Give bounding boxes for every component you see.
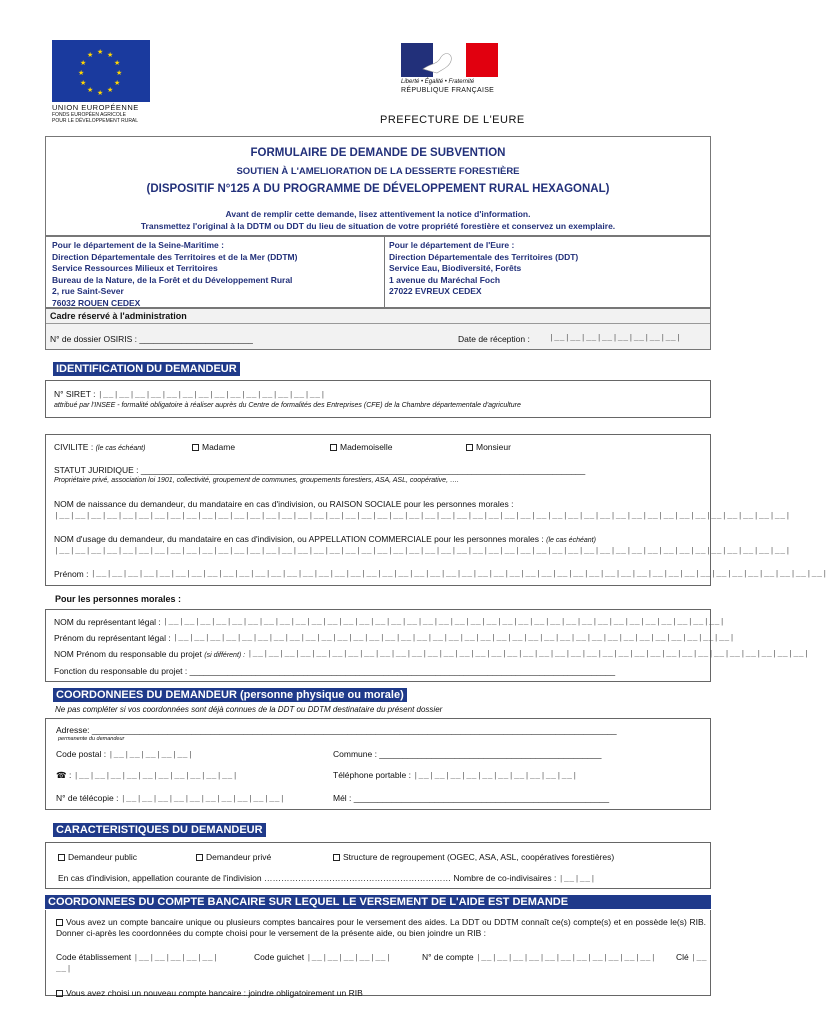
fonction-field[interactable]: Fonction du responsable du projet : __________________________________________________________________________________________ bbox=[54, 666, 616, 676]
guichet-label: Code guichet bbox=[254, 952, 305, 962]
address-ddtm-line: Bureau de la Nature, de la Forêt et du Développement Rural bbox=[52, 274, 293, 285]
identification-heading: IDENTIFICATION DU DEMANDEUR bbox=[53, 362, 240, 376]
eu-stars-icon bbox=[52, 40, 150, 102]
statut-field[interactable]: STATUT JURIDIQUE : ______________________________________________________________________________________________ bbox=[54, 465, 586, 475]
address-ddtm-line: 2, rue Saint-Sever bbox=[52, 286, 124, 296]
address-ddt-line: Service Eau, Biodiversité, Forêts bbox=[389, 263, 522, 273]
caracteristiques-heading: CARACTERISTIQUES DU DEMANDEUR bbox=[53, 823, 266, 837]
rib-option-checkbox[interactable] bbox=[56, 917, 706, 939]
form-title: FORMULAIRE DE DEMANDE DE SUBVENTION bbox=[250, 147, 506, 159]
eu-label: UNION EUROPÉENNE bbox=[52, 103, 139, 112]
svg-text:★: ★ bbox=[80, 59, 87, 67]
etab-label: Code établissement bbox=[56, 952, 132, 962]
portable-field[interactable]: |__|__|__|__|__|__|__|__|__|__| bbox=[413, 772, 578, 781]
fax-field[interactable]: |__|__|__|__|__|__|__|__|__|__| bbox=[120, 795, 286, 804]
new-rib-label: Vous avez choisi un nouveau compte bancaire : joindre obligatoirement un RIB bbox=[66, 988, 363, 998]
civilite-box bbox=[45, 434, 828, 586]
prive-checkbox[interactable] bbox=[196, 852, 271, 862]
nom-resp-field[interactable]: |__|__|__|__|__|__|__|__|__|__|__|__|__|__|__|__|__|__|__|__|__|__|__|__|__|__|__|__|__|__|__|__|__|__|__| bbox=[247, 650, 810, 659]
nom-usage-field[interactable]: |__|__|__|__|__|__|__|__|__|__|__|__|__|__|__|__|__|__|__|__|__|__|__|__|__|__|__|__|__|__|__|__|__|__|__|__|__|__|__|__|__|__|__|__|__|__| bbox=[54, 547, 791, 556]
prenom-field[interactable]: |__|__|__|__|__|__|__|__|__|__|__|__|__|__|__|__|__|__|__|__|__|__|__|__|__|__|__|__|__|__|__|__|__|__|__|__|__|__|__|__|__|__|__|__|__|__| bbox=[90, 570, 828, 579]
cle-field[interactable]: |__ bbox=[691, 954, 708, 963]
siret-label: N° SIRET : bbox=[54, 389, 96, 399]
prive-label: Demandeur privé bbox=[206, 852, 272, 862]
address-ddtm-line: Direction Départementale des Territoires et de la Mer (DDTM) bbox=[52, 251, 298, 262]
form-dispositif: (DISPOSITIF N°125 A DU PROGRAMME DE DÉVELOPPEMENT RURAL HEXAGONAL) bbox=[146, 183, 610, 195]
bancaire-heading: COORDONNEES DU COMPTE BANCAIRE SUR LEQUEL LE VERSEMENT DE L'AIDE EST DEMANDE bbox=[45, 895, 711, 909]
address-ddtm-line: Service Ressources Milieux et Territoires bbox=[52, 263, 218, 273]
phone-icon: ☎ : bbox=[56, 770, 72, 780]
guichet-field[interactable]: |__|__|__|__|__| bbox=[306, 954, 392, 963]
nom-resp-hint: (si différent) : bbox=[204, 652, 246, 659]
monsieur-checkbox[interactable] bbox=[466, 442, 511, 452]
reception-date-field[interactable]: |__|__|__|__|__|__|__|__| bbox=[549, 334, 682, 343]
svg-text:★: ★ bbox=[97, 89, 104, 97]
form-subtitle: SOUTIEN À L'AMELIORATION DE LA DESSERTE FORESTIÈRE bbox=[236, 166, 520, 177]
phone-field[interactable]: |__|__|__|__|__|__|__|__|__|__| bbox=[73, 772, 239, 781]
svg-text:★: ★ bbox=[87, 86, 94, 94]
svg-text:★: ★ bbox=[116, 69, 123, 77]
adresse-field[interactable]: Adresse: _______________________________________________________________________________________________________________ bbox=[56, 725, 617, 735]
prenom-label: Prénom : bbox=[54, 569, 89, 579]
feader-label-2: POUR LE DÉVELOPPEMENT RURAL bbox=[52, 118, 139, 124]
title-box bbox=[45, 136, 711, 236]
prenom-rep-label: Prénom du représentant légal : bbox=[54, 633, 171, 643]
address-ddtm bbox=[52, 240, 297, 309]
new-rib-checkbox[interactable] bbox=[56, 988, 363, 996]
marianne-logo bbox=[401, 43, 498, 77]
nom-usage-hint: (le cas échéant) bbox=[546, 537, 596, 544]
svg-text:★: ★ bbox=[114, 59, 121, 67]
morales-box bbox=[45, 609, 810, 682]
nom-naissance-label: NOM de naissance du demandeur, du mandataire en cas d'indivision, ou RAISON SOCIALE pour les personnes morales : bbox=[54, 499, 514, 509]
coordonnees-heading: COORDONNEES DU DEMANDEUR (personne physique ou morale) bbox=[53, 688, 407, 702]
siret-field[interactable]: |__|__|__|__|__|__|__|__|__|__|__|__|__|__| bbox=[97, 391, 326, 400]
statut-hint: Propriétaire privé, association loi 1901, collectivité, groupement de communes, groupements forestiers, ASA, ASL, coopérative, …. bbox=[54, 477, 459, 484]
svg-text:★: ★ bbox=[107, 86, 114, 94]
public-checkbox[interactable] bbox=[58, 852, 137, 862]
notice-line-1: Avant de remplir cette demande, lisez attentivement la notice d'information. bbox=[225, 209, 531, 219]
commune-field[interactable]: Commune : _______________________________________________ bbox=[333, 749, 602, 759]
address-ddt bbox=[389, 240, 578, 298]
rib-option-text: Vous avez un compte bancaire unique ou plusieurs comptes bancaires pour le versement des aides. La DDT ou DDTM connaît ce(s) compte(s) et en possède le(s) RIB. Donner ci-après les coordonnées du compte choisi pour le versement de la présente aide, ou bien joindre un RIB : bbox=[56, 917, 706, 938]
indivision-label: En cas d'indivision, appellation courante de l'indivision ………………………………………………………… Nombre de co-indivisaires : bbox=[58, 873, 557, 883]
public-label: Demandeur public bbox=[68, 852, 137, 862]
regroupement-label: Structure de regroupement (OGEC, ASA, ASL, coopératives forestières) bbox=[343, 852, 615, 862]
cp-field[interactable]: |__|__|__|__|__| bbox=[108, 751, 194, 760]
prefecture-label: PREFECTURE DE L'EURE bbox=[380, 114, 525, 126]
marianne-profile-icon bbox=[401, 43, 498, 77]
address-ddt-line: 27022 EVREUX CEDEX bbox=[389, 286, 482, 296]
nom-usage-label: NOM d'usage du demandeur, du mandataire en cas d'indivision, ou APPELLATION COMMERCIALE pour les personnes morales : bbox=[54, 534, 544, 544]
cp-label: Code postal : bbox=[56, 749, 107, 759]
rf-motto: Liberté • Égalité • Fraternité bbox=[401, 79, 475, 85]
svg-text:★: ★ bbox=[78, 69, 85, 77]
civilite-label: CIVILITE : bbox=[54, 442, 94, 452]
madame-checkbox[interactable] bbox=[192, 442, 235, 452]
svg-text:★: ★ bbox=[80, 79, 87, 87]
mel-field[interactable]: Mél : ______________________________________________________ bbox=[333, 793, 610, 803]
compte-label: N° de compte bbox=[422, 952, 474, 962]
address-ddt-line: Direction Départementale des Territoires (DDT) bbox=[389, 251, 579, 262]
address-box bbox=[45, 236, 711, 308]
address-ddtm-line: Pour le département de la Seine-Maritime : bbox=[52, 240, 224, 250]
fax-label: N° de télécopie : bbox=[56, 793, 119, 803]
notice-line-2: Transmettez l'original à la DDTM ou DDT du lieu de situation de votre propriété forestière et conservez un exemplaire. bbox=[140, 221, 616, 231]
madame-label: Madame bbox=[202, 442, 236, 452]
siret-box bbox=[45, 380, 711, 418]
bancaire-box bbox=[45, 910, 711, 996]
admin-title: Cadre réservé à l'administration bbox=[50, 311, 187, 321]
nom-naissance-field[interactable]: |__|__|__|__|__|__|__|__|__|__|__|__|__|__|__|__|__|__|__|__|__|__|__|__|__|__|__|__|__|__|__|__|__|__|__|__|__|__|__|__|__|__|__|__|__|__| bbox=[54, 512, 791, 521]
address-ddt-line: Pour le département de l'Eure : bbox=[389, 240, 515, 250]
svg-text:★: ★ bbox=[107, 51, 114, 59]
mademoiselle-checkbox[interactable] bbox=[330, 442, 392, 452]
civilite-hint: (le cas échéant) bbox=[95, 445, 146, 452]
monsieur-label: Monsieur bbox=[476, 442, 511, 452]
morales-heading: Pour les personnes morales : bbox=[55, 594, 182, 604]
adresse-hint: permanente du demandeur bbox=[58, 736, 125, 742]
prenom-rep-field[interactable]: |__|__|__|__|__|__|__|__|__|__|__|__|__|__|__|__|__|__|__|__|__|__|__|__|__|__|__|__|__|__|__|__|__|__|__| bbox=[173, 634, 735, 643]
svg-text:★: ★ bbox=[97, 48, 104, 56]
caracteristiques-box bbox=[45, 842, 711, 889]
cle-label: Clé bbox=[676, 952, 689, 962]
indivision-count-field[interactable]: |__|__| bbox=[558, 875, 596, 884]
address-ddt-line: 1 avenue du Maréchal Foch bbox=[389, 274, 501, 285]
siret-note: attribué par l'INSEE - formalité obligatoire à réaliser auprès du Centre de formalités des Entreprises (CFE) de la Chambre départementale d'agriculture bbox=[54, 402, 521, 409]
cle-field-end: __| bbox=[56, 965, 72, 974]
eu-flag-logo bbox=[52, 40, 150, 102]
svg-text:★: ★ bbox=[114, 79, 121, 87]
nom-rep-field[interactable]: |__|__|__|__|__|__|__|__|__|__|__|__|__|__|__|__|__|__|__|__|__|__|__|__|__|__|__|__|__|__|__|__|__|__|__| bbox=[163, 618, 726, 627]
svg-text:★: ★ bbox=[87, 51, 94, 59]
regroupement-checkbox[interactable] bbox=[333, 852, 614, 862]
coordonnees-box bbox=[45, 718, 711, 810]
rf-name: RÉPUBLIQUE FRANÇAISE bbox=[401, 87, 495, 94]
nom-resp-label: NOM Prénom du responsable du projet bbox=[54, 649, 202, 659]
etab-field[interactable]: |__|__|__|__|__| bbox=[133, 954, 219, 963]
admin-box bbox=[45, 308, 711, 350]
feader-label-1: FONDS EUROPÉEN AGRICOLE bbox=[52, 112, 126, 118]
compte-field[interactable]: |__|__|__|__|__|__|__|__|__|__|__| bbox=[475, 954, 657, 963]
reception-label: Date de réception : bbox=[458, 334, 530, 344]
portable-label: Téléphone portable : bbox=[333, 770, 411, 780]
address-ddtm-line: 76032 ROUEN CEDEX bbox=[52, 297, 141, 308]
nom-rep-label: NOM du représentant légal : bbox=[54, 617, 161, 627]
coordonnees-note: Ne pas compléter si vos coordonnées sont déjà connues de la DDT ou DDTM destinataire du présent dossier bbox=[55, 705, 443, 714]
osiris-field[interactable]: N° de dossier OSIRIS : ________________________ bbox=[50, 334, 253, 344]
mademoiselle-label: Mademoiselle bbox=[340, 442, 393, 452]
